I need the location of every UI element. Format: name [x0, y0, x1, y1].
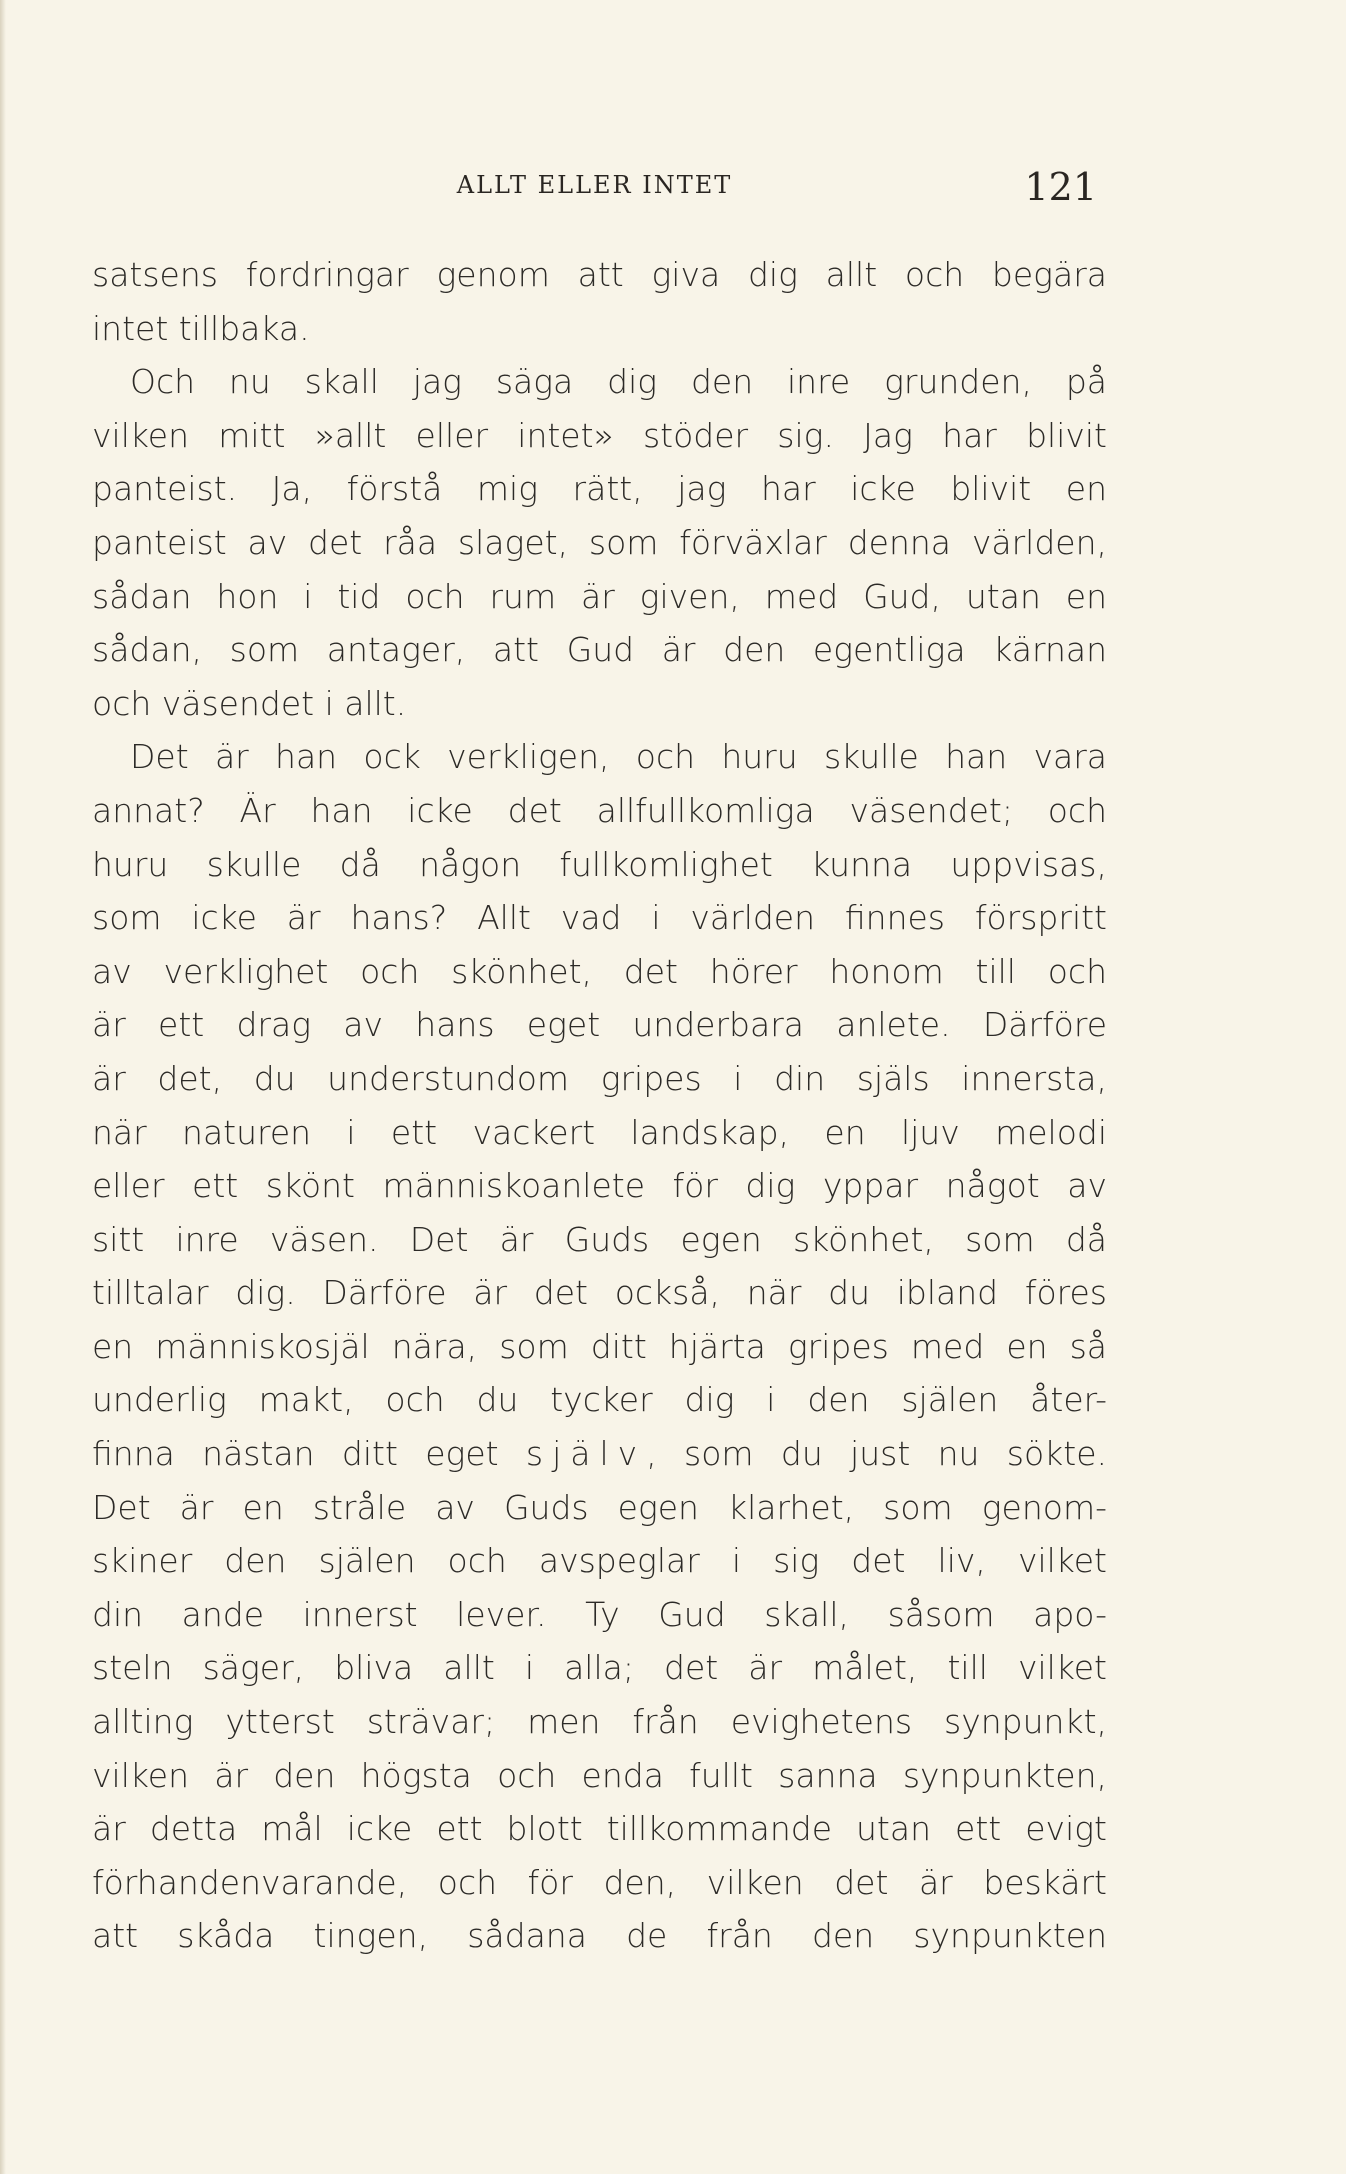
text-line: tilltalar dig. Därföre är det också, när du ibland föres [92, 1273, 1107, 1313]
text-line: förhandenvarande, och för den, vilken det är beskärt [92, 1862, 1107, 1902]
text-line: satsens fordringar genom att giva dig allt och begära [92, 255, 1107, 294]
text-line: eller ett skönt människoanlete för dig yppar något av [92, 1166, 1107, 1206]
text-line: och väsendet i allt. [92, 683, 407, 723]
text-line: är ett drag av hans eget underbara anlete. Därföre [92, 1005, 1107, 1045]
text-line: huru skulle då någon fullkomlighet kunna uppvisas, [92, 844, 1107, 884]
text-line: skiner den själen och avspeglar i sig det liv, vilket [92, 1541, 1107, 1581]
text-line: panteist. Ja, förstå mig rätt, jag har icke blivit en [92, 469, 1107, 509]
body-text [92, 248, 1107, 1963]
text-line: vilken är den högsta och enda fullt sanna synpunkten, [92, 1755, 1107, 1795]
text-line: sitt inre väsen. Det är Guds egen skönhet, som då [92, 1219, 1107, 1259]
text-line: sådan, som antager, att Gud är den egentliga kärnan [92, 630, 1107, 670]
text-line: är det, du understundom gripes i din själs innersta, [92, 1058, 1107, 1098]
text-line: en människosjäl nära, som ditt hjärta gripes med en så [92, 1326, 1107, 1366]
text-line: som icke är hans? Allt vad i världen finnes förspritt [92, 898, 1107, 938]
page-edge-shadow [0, 0, 6, 2174]
text-line: Det är en stråle av Guds egen klarhet, som genom- [92, 1487, 1107, 1527]
text-line: Det är han ock verkligen, och huru skulle han vara [130, 737, 1107, 777]
running-head [92, 165, 1097, 215]
running-title: ALLT ELLER INTET [456, 171, 733, 199]
text-fragment: finna nästan ditt eget [92, 1434, 526, 1474]
text-line: när naturen i ett vackert landskap, en ljuv melodi [92, 1112, 1107, 1152]
text-line: panteist av det råa slaget, som förväxlar denna världen, [92, 522, 1107, 562]
text-line: Och nu skall jag säga dig den inre grunden, på [130, 362, 1107, 402]
text-line: steln säger, bliva allt i alla; det är målet, till vilket [92, 1648, 1107, 1688]
text-line: sådan hon i tid och rum är given, med Gud, utan en [92, 576, 1107, 616]
text-fragment: , som du just nu sökte. [646, 1434, 1107, 1474]
emphasized-word: själv [525, 1434, 647, 1474]
text-line: av verklighet och skönhet, det hörer honom till och [92, 951, 1107, 991]
text-line: att skåda tingen, sådana de från den synpunkten [92, 1916, 1107, 1956]
text-line-with-emphasis [92, 1427, 1107, 1481]
text-line: allting ytterst strävar; men från evighetens synpunkt, [92, 1702, 1107, 1742]
text-line: intet tillbaka. [92, 308, 310, 348]
text-line: vilken mitt »allt eller intet» stöder sig. Jag har blivit [92, 415, 1107, 455]
page-number: 121 [1024, 165, 1097, 209]
text-line: underlig makt, och du tycker dig i den själen åter- [92, 1380, 1107, 1420]
text-line: din ande innerst lever. Ty Gud skall, såsom apo- [92, 1594, 1107, 1634]
text-line: annat? Är han icke det allfullkomliga väsendet; och [92, 790, 1107, 830]
text-line: är detta mål icke ett blott tillkommande utan ett evigt [92, 1809, 1107, 1849]
